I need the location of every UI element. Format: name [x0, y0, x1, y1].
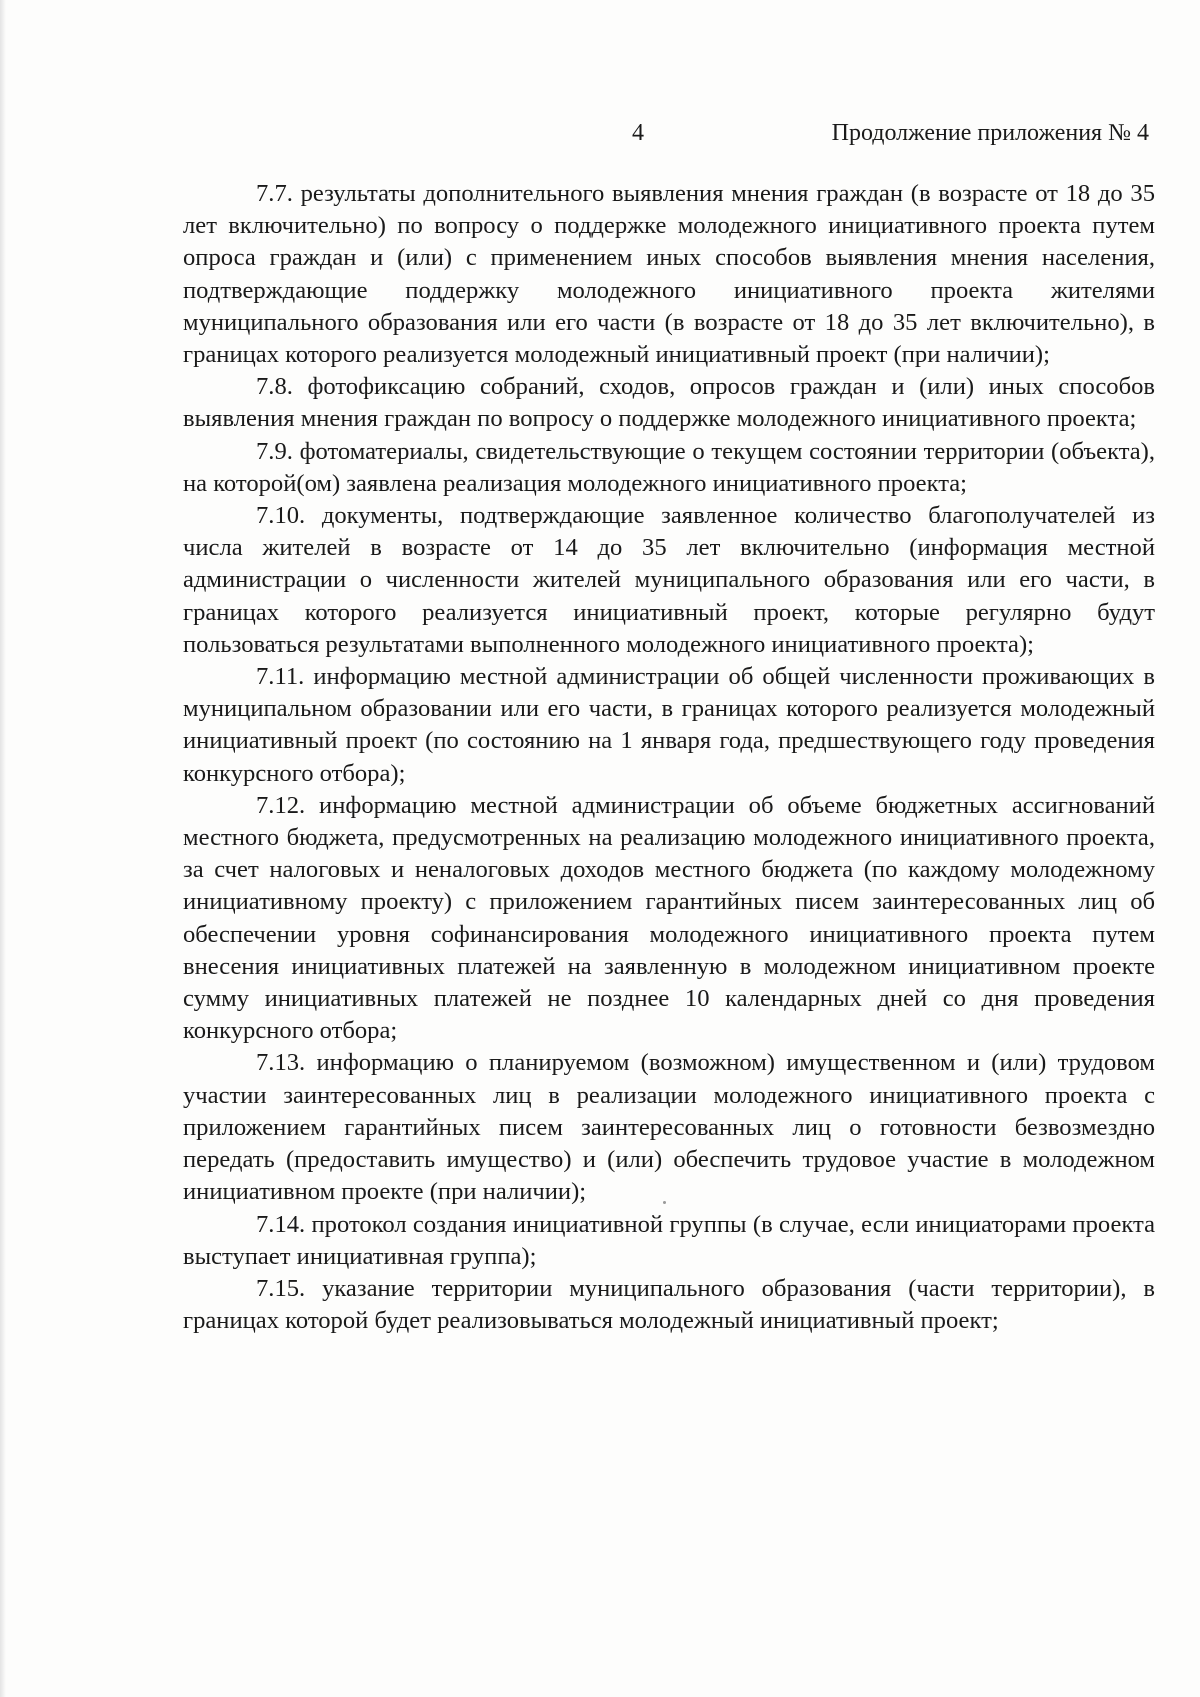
paragraph-7-15: 7.15. указание территории муниципального образования (части территории), в границах которой будет реализовываться молодежный инициативный проект;	[183, 1274, 1155, 1335]
scan-speck	[663, 1201, 666, 1204]
paragraph-7-12: 7.12. информацию местной администрации об объеме бюджетных ассигнований местного бюджета, предусмотренных на реализацию молодежного инициативного проекта, за счет налоговых и неналоговых доходов местного бюджета (по каждому молодежному инициативному проекту) с приложением гарантийных писем заинтересованных лиц об обеспечении уровня софинансирования молодежного инициативного проекта путем внесения инициативных платежей на заявленную в молодежном инициативном проекте сумму инициативных платежей не позднее 10 календарных дней со дня проведения конкурсного отбора;	[183, 791, 1155, 1045]
paragraph-7-7: 7.7. результаты дополнительного выявления мнения граждан (в возрасте от 18 до 35 лет включительно) по вопросу о поддержке молодежного инициативного проекта путем опроса граждан и (или) с применением иных способов выявления мнения населения, подтверждающие поддержку молодежного инициативного проекта жителями муниципального образования или его части (в возрасте от 18 до 35 лет включительно), в границах которого реализуется молодежный инициативный проект (при наличии);	[183, 180, 1155, 369]
paragraph-7-10: 7.10. документы, подтверждающие заявленное количество благополучателей из числа жителей в возрасте от 14 до 35 лет включительно (информация местной администрации о численности жителей муниципального образования или его части, в границах которого реализуется инициативный проект, которые регулярно будут пользоваться результатами выполненного молодежного инициативного проекта);	[183, 502, 1155, 658]
document-body	[183, 178, 1155, 1337]
paragraph-7-11: 7.11. информацию местной администрации об общей численности проживающих в муниципальном образовании или его части, в границах которого реализуется молодежный инициативный проект (по состоянию на 1 января года, предшествующего году проведения конкурсного отбора);	[183, 663, 1155, 787]
paragraph-7-14: 7.14. протокол создания инициативной группы (в случае, если инициаторами проекта выступает инициативная группа);	[183, 1210, 1155, 1270]
scan-edge-shadow	[0, 0, 6, 1697]
page-number: 4	[632, 120, 644, 146]
paragraph-7-13: 7.13. информацию о планируемом (возможном) имущественном и (или) трудовом участии заинтересованных лиц в реализации молодежного инициативного проекта с приложением гарантийных писем заинтересованных лиц о готовности безвозмездно передать (предоставить имущество) и (или) обеспечить трудовое участие в молодежном инициативном проекте (при наличии);	[183, 1049, 1155, 1206]
paragraph-7-9: 7.9. фотоматериалы, свидетельствующие о текущем состоянии территории (объекта), на которой(ом) заявлена реализация молодежного инициативного проекта;	[183, 437, 1155, 497]
appendix-title: Продолжение приложения № 4	[831, 120, 1149, 146]
paragraph-7-8: 7.8. фотофиксацию собраний, сходов, опросов граждан и (или) иных способов выявления мнения граждан по вопросу о поддержке молодежного инициативного проекта;	[183, 373, 1155, 433]
page-header	[0, 118, 1200, 158]
